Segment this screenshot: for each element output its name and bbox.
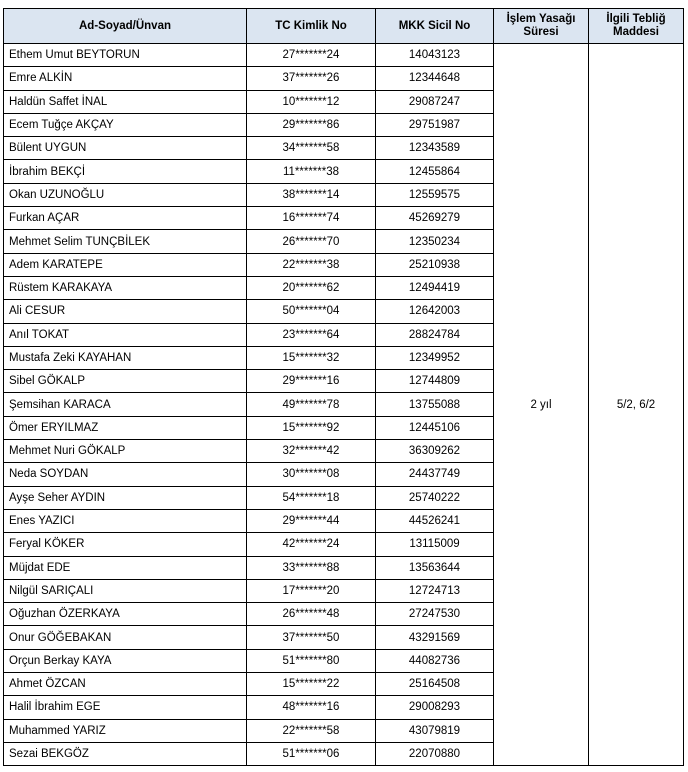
- cell-tc-id: 15*******92: [247, 416, 376, 439]
- cell-mkk-registry: 36309262: [376, 440, 494, 463]
- header-related-article: İlgili Tebliğ Maddesi: [589, 9, 684, 44]
- cell-name: Muhammed YARIZ: [4, 719, 247, 742]
- table-header-row: [4, 9, 684, 44]
- cell-tc-id: 37*******26: [247, 67, 376, 90]
- cell-tc-id: 48*******16: [247, 696, 376, 719]
- cell-tc-id: 51*******06: [247, 742, 376, 765]
- cell-mkk-registry: 13563644: [376, 556, 494, 579]
- cell-mkk-registry: 12744809: [376, 370, 494, 393]
- cell-name: Mustafa Zeki KAYAHAN: [4, 346, 247, 369]
- cell-mkk-registry: 12455864: [376, 160, 494, 183]
- cell-mkk-registry: 12343589: [376, 137, 494, 160]
- cell-tc-id: 11*******38: [247, 160, 376, 183]
- cell-name: Okan UZUNOĞLU: [4, 183, 247, 206]
- cell-related-article: 5/2, 6/2: [589, 44, 684, 766]
- cell-tc-id: 42*******24: [247, 533, 376, 556]
- cell-name: Nilgül SARIÇALI: [4, 579, 247, 602]
- cell-mkk-registry: 28824784: [376, 323, 494, 346]
- cell-tc-id: 50*******04: [247, 300, 376, 323]
- cell-mkk-registry: 24437749: [376, 463, 494, 486]
- cell-tc-id: 10*******12: [247, 90, 376, 113]
- cell-name: Ecem Tuğçe AKÇAY: [4, 113, 247, 136]
- header-name: Ad-Soyad/Ünvan: [4, 9, 247, 44]
- cell-name: Müjdat EDE: [4, 556, 247, 579]
- cell-ban-duration: 2 yıl: [494, 44, 589, 766]
- cell-name: Neda SOYDAN: [4, 463, 247, 486]
- cell-name: Ethem Umut BEYTORUN: [4, 44, 247, 67]
- cell-mkk-registry: 29751987: [376, 113, 494, 136]
- cell-tc-id: 33*******88: [247, 556, 376, 579]
- table-row: [4, 44, 684, 67]
- cell-mkk-registry: 12559575: [376, 183, 494, 206]
- cell-mkk-registry: 29008293: [376, 696, 494, 719]
- cell-name: Anıl TOKAT: [4, 323, 247, 346]
- cell-name: Ali CESUR: [4, 300, 247, 323]
- cell-mkk-registry: 12344648: [376, 67, 494, 90]
- cell-mkk-registry: 13115009: [376, 533, 494, 556]
- cell-tc-id: 16*******74: [247, 207, 376, 230]
- cell-name: Adem KARATEPE: [4, 253, 247, 276]
- cell-mkk-registry: 12494419: [376, 276, 494, 299]
- cell-name: Şemsihan KARACA: [4, 393, 247, 416]
- cell-name: Sezai BEKGÖZ: [4, 742, 247, 765]
- cell-tc-id: 29*******16: [247, 370, 376, 393]
- cell-tc-id: 22*******58: [247, 719, 376, 742]
- cell-name: Orçun Berkay KAYA: [4, 649, 247, 672]
- cell-name: Mehmet Selim TUNÇBİLEK: [4, 230, 247, 253]
- cell-tc-id: 38*******14: [247, 183, 376, 206]
- header-tc-id: TC Kimlik No: [247, 9, 376, 44]
- cell-tc-id: 15*******22: [247, 673, 376, 696]
- cell-mkk-registry: 43291569: [376, 626, 494, 649]
- cell-mkk-registry: 22070880: [376, 742, 494, 765]
- cell-name: Haldün Saffet İNAL: [4, 90, 247, 113]
- cell-tc-id: 23*******64: [247, 323, 376, 346]
- cell-name: Rüstem KARAKAYA: [4, 276, 247, 299]
- cell-mkk-registry: 12445106: [376, 416, 494, 439]
- cell-mkk-registry: 29087247: [376, 90, 494, 113]
- cell-tc-id: 20*******62: [247, 276, 376, 299]
- cell-name: Onur GÖĞEBAKAN: [4, 626, 247, 649]
- cell-name: Ahmet ÖZCAN: [4, 673, 247, 696]
- cell-tc-id: 30*******08: [247, 463, 376, 486]
- cell-mkk-registry: 25164508: [376, 673, 494, 696]
- cell-mkk-registry: 45269279: [376, 207, 494, 230]
- cell-name: Sibel GÖKALP: [4, 370, 247, 393]
- cell-tc-id: 54*******18: [247, 486, 376, 509]
- cell-name: Ayşe Seher AYDIN: [4, 486, 247, 509]
- cell-mkk-registry: 44082736: [376, 649, 494, 672]
- cell-name: Enes YAZICI: [4, 509, 247, 532]
- cell-tc-id: 34*******58: [247, 137, 376, 160]
- cell-name: Halil İbrahim EGE: [4, 696, 247, 719]
- cell-name: Feryal KÖKER: [4, 533, 247, 556]
- cell-tc-id: 15*******32: [247, 346, 376, 369]
- cell-mkk-registry: 12642003: [376, 300, 494, 323]
- cell-mkk-registry: 12350234: [376, 230, 494, 253]
- cell-mkk-registry: 12724713: [376, 579, 494, 602]
- cell-mkk-registry: 14043123: [376, 44, 494, 67]
- cell-name: Mehmet Nuri GÖKALP: [4, 440, 247, 463]
- cell-tc-id: 51*******80: [247, 649, 376, 672]
- cell-mkk-registry: 13755088: [376, 393, 494, 416]
- cell-mkk-registry: 12349952: [376, 346, 494, 369]
- cell-tc-id: 27*******24: [247, 44, 376, 67]
- cell-mkk-registry: 44526241: [376, 509, 494, 532]
- header-ban-duration: İşlem Yasağı Süresi: [494, 9, 589, 44]
- cell-mkk-registry: 25740222: [376, 486, 494, 509]
- sanctions-table: [3, 8, 684, 766]
- cell-tc-id: 37*******50: [247, 626, 376, 649]
- cell-tc-id: 22*******38: [247, 253, 376, 276]
- cell-name: Emre ALKİN: [4, 67, 247, 90]
- cell-tc-id: 49*******78: [247, 393, 376, 416]
- cell-tc-id: 17*******20: [247, 579, 376, 602]
- cell-name: Bülent UYGUN: [4, 137, 247, 160]
- cell-name: Furkan AÇAR: [4, 207, 247, 230]
- cell-tc-id: 29*******44: [247, 509, 376, 532]
- cell-mkk-registry: 27247530: [376, 603, 494, 626]
- cell-name: Oğuzhan ÖZERKAYA: [4, 603, 247, 626]
- cell-tc-id: 32*******42: [247, 440, 376, 463]
- cell-tc-id: 29*******86: [247, 113, 376, 136]
- cell-name: Ömer ERYILMAZ: [4, 416, 247, 439]
- cell-mkk-registry: 43079819: [376, 719, 494, 742]
- header-mkk-registry: MKK Sicil No: [376, 9, 494, 44]
- cell-tc-id: 26*******70: [247, 230, 376, 253]
- cell-mkk-registry: 25210938: [376, 253, 494, 276]
- cell-name: İbrahim BEKÇİ: [4, 160, 247, 183]
- cell-tc-id: 26*******48: [247, 603, 376, 626]
